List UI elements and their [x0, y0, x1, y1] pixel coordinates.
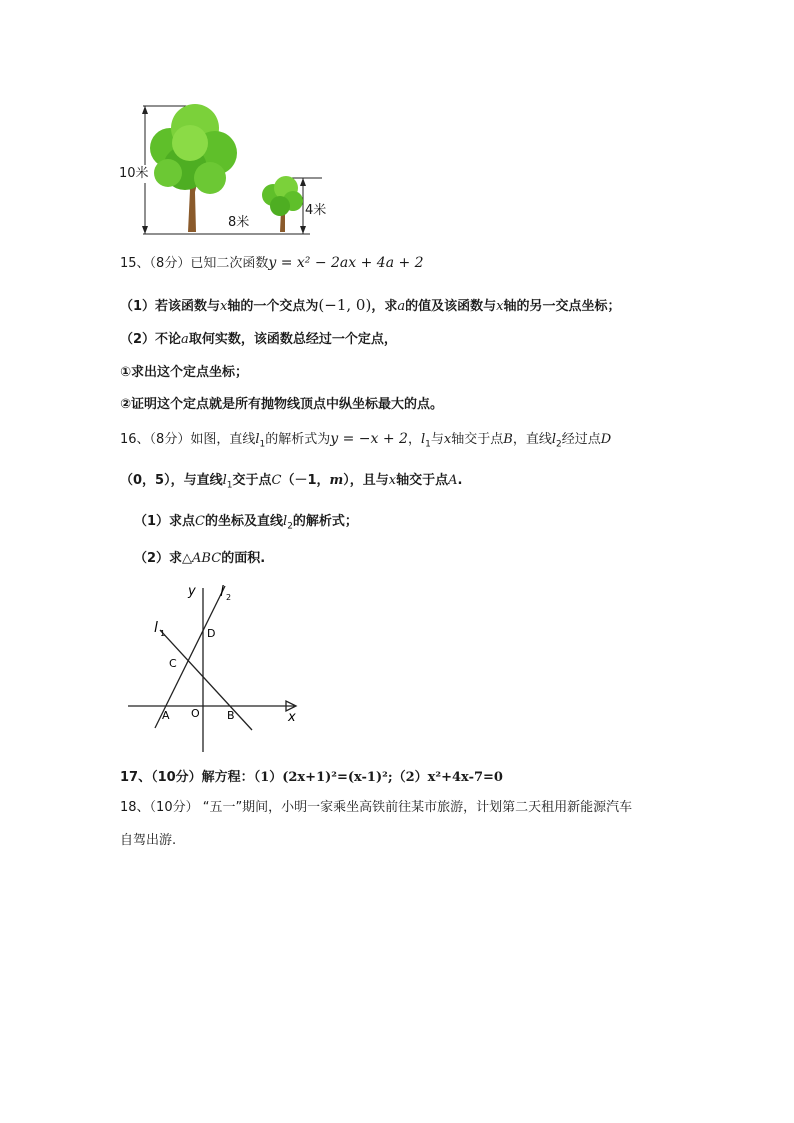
q16-part2: （2）求△ABC的面积. [134, 551, 266, 566]
big-tree-height-label: 10米 [119, 166, 149, 181]
small-tree-height-label: 4米 [305, 203, 327, 218]
small-tree-icon [262, 176, 303, 232]
q16-line2: （0，5），与直线$l_1$交于点C（－1，m），且与x轴交于点A. [120, 473, 463, 491]
coordinate-graph [120, 580, 310, 755]
q18-line2: 自驾出游. [120, 833, 177, 848]
q15-equation: y = x² − 2ax + 4a + 2 [268, 255, 424, 271]
q15-part2: （2）不论a取何实数，该函数总经过一个定点， [120, 332, 397, 347]
q16-title: 16、（8分）如图，直线$l_1$的解析式为y = −x + 2，$l_1$与x轴交于点B，直线$l_2$经过点D [120, 431, 612, 450]
y-axis-label: y [188, 584, 196, 599]
point-D-label: D [207, 627, 216, 640]
big-tree-icon [150, 104, 237, 232]
q15-sub2: ②证明这个定点就是所有抛物线顶点中纵坐标最大的点。 [120, 397, 444, 412]
gap-distance-label: 8米 [228, 215, 250, 230]
l1-sub: 1 [160, 629, 166, 638]
x-axis-label: x [288, 710, 296, 725]
q15-title: 15、（8分）已知二次函数y = x² − 2ax + 4a + 2 [120, 255, 424, 271]
q17-title: 17、（10分）解方程：（1）(2x+1)²=(x-1)²;（2）x²+4x-7=0 [120, 770, 503, 785]
point-A-label: A [162, 709, 170, 722]
l1-label: l [154, 620, 158, 636]
q15-part1: （1）若该函数与x轴的一个交点为(−1, 0)，求a的值及该函数与x轴的另一交点坐标； [120, 296, 621, 314]
line-l2 [155, 586, 225, 728]
line-l1 [160, 630, 252, 730]
q15-sub1: ①求出这个定点坐标； [120, 365, 249, 380]
point-O-label: O [191, 707, 200, 720]
point-B-label: B [227, 709, 235, 722]
l2-sub: 2 [226, 593, 232, 602]
q16-part1: （1）求点C的坐标及直线$l_2$的解析式； [134, 514, 358, 532]
q18-line1: 18、（10分） “五一”期间，小明一家乘坐高铁前往某市旅游，计划第二天租用新能源汽车 [120, 800, 633, 815]
l2-label: l [220, 584, 224, 600]
point-C-label: C [169, 657, 177, 670]
